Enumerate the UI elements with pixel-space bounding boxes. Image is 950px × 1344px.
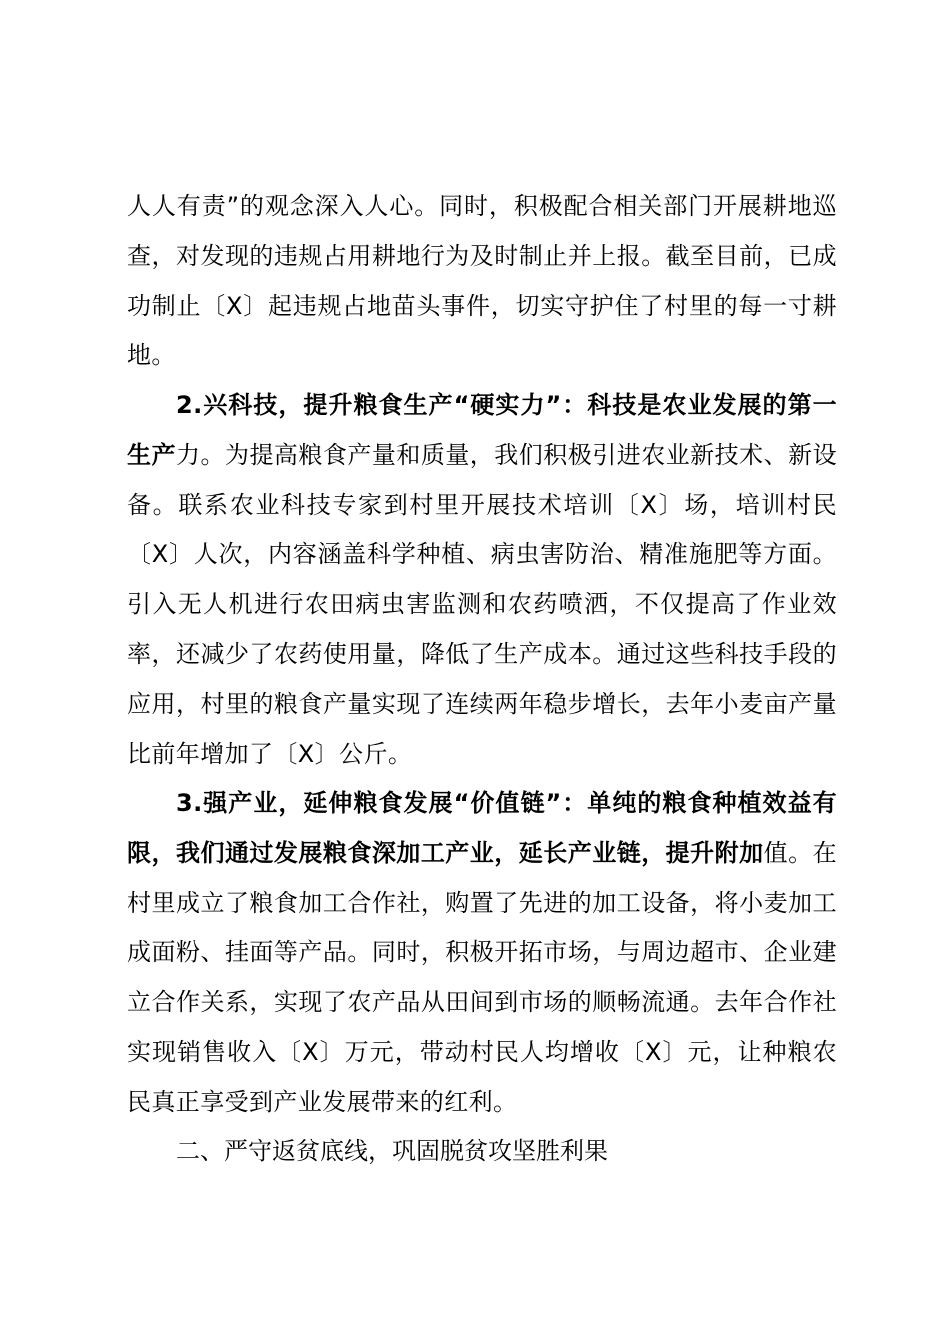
paragraph-3 [127,779,837,1128]
paragraph-2 [127,381,837,779]
paragraph-2-text: 力。为提高粮食产量和质量，我们积极引进农业新技术、新设备。联系农业科技专家到村里开展技术培训〔X〕场，培训村民〔X〕人次，内容涵盖科学种植、病虫害防治、精准施肥等方面。引入无人机进行农田病虫害监测和农药喷洒，不仅提高了作业效率，还减少了农药使用量，降低了生产成本。通过这些科技手段的应用，村里的粮食产量实现了连续两年稳步增长，去年小麦亩产量比前年增加了〔X〕公斤。 [127,440,837,768]
paragraph-3-text: 值。在村里成立了粮食加工合作社，购置了先进的加工设备，将小麦加工成面粉、挂面等产品。同时，积极开拓市场，与周边超市、企业建立合作关系，实现了农产品从田间到市场的顺畅流通。去年合作社实现销售收入〔X〕万元，带动村民人均增收〔X〕元，让种粮农民真正享受到产业发展带来的红利。 [127,838,837,1116]
paragraph-1-text: 人人有责”的观念深入人心。同时，积极配合相关部门开展耕地巡查，对发现的违规占用耕地行为及时制止并上报。截至目前，已成功制止〔X〕起违规占地苗头事件，切实守护住了村里的每一寸耕地。 [127,192,837,370]
paragraph-2-heading: 2.兴科技，提升粮食生产“硬实力”：科技是农业发展的第一生产 [127,391,837,469]
paragraph-1 [127,182,837,381]
section-heading-2: 二、严守返贫底线，巩固脱贫攻坚胜利果 [176,1137,608,1165]
paragraph-3-heading: 3.强产业，延伸粮食发展“价值链”：单纯的粮食种植效益有限，我们通过发展粮食深加工产业，延长产业链，提升附加 [127,789,837,867]
